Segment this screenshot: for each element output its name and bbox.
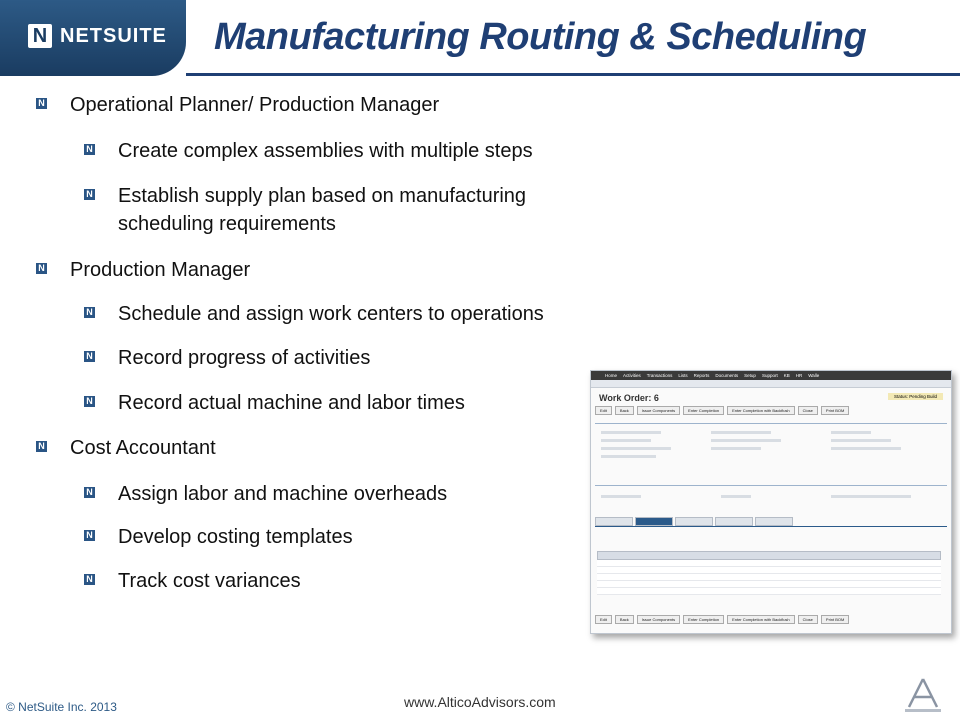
screenshot-button-bar (595, 406, 849, 415)
field-row (601, 455, 656, 458)
field-row (711, 431, 771, 434)
outline-item-9: Assign labor and machine overheads (118, 483, 448, 505)
nav-item: Transactions (646, 373, 673, 378)
outline-item-5: Schedule and assign work centers to operations (118, 303, 544, 325)
outline-item-11: Track cost variances (118, 570, 301, 592)
grid-row (597, 574, 941, 581)
outline-item-4: Production Manager (70, 259, 251, 281)
bullet-icon (36, 441, 47, 452)
edit-button: Edit (595, 406, 612, 415)
nav-item: Reports (693, 373, 710, 378)
grid-row (597, 581, 941, 588)
screenshot-subbar (591, 380, 951, 388)
enter-completion-button: Enter Completion (683, 406, 724, 415)
footer-url[interactable]: www.AlticoAdvisors.com (404, 694, 556, 710)
issue-components-button: Issue Components (637, 406, 680, 415)
field-row (711, 439, 781, 442)
bullet-icon (84, 351, 95, 362)
subtab (755, 517, 793, 526)
work-order-title: Work Order: 6 (599, 393, 659, 403)
screenshot-button-bar-bottom (595, 615, 849, 624)
close-button: Close (798, 615, 818, 624)
nav-item: KB (783, 373, 790, 378)
field-row (601, 495, 641, 498)
outline-item-1: Operational Planner/ Production Manager (70, 94, 440, 116)
nav-item: Support (761, 373, 778, 378)
field-row (831, 495, 911, 498)
field-row (601, 431, 661, 434)
nav-item: Home (605, 373, 618, 378)
bullet-icon (36, 98, 47, 109)
field-row (601, 439, 651, 442)
bullet-icon (84, 144, 95, 155)
close-button: Close (798, 406, 818, 415)
bullet-icon (84, 189, 95, 200)
outline-item-3: Establish supply plan based on manufacturing scheduling requirements (118, 185, 527, 235)
bullet-icon (84, 530, 95, 541)
print-bom-button: Print BOM (821, 615, 849, 624)
edit-button: Edit (595, 615, 612, 624)
issue-components-button: Issue Components (637, 615, 680, 624)
nav-item: Documents (715, 373, 739, 378)
print-bom-button: Print BOM (821, 406, 849, 415)
grid-row (597, 567, 941, 574)
section-divider (595, 423, 947, 424)
grid-row (597, 560, 941, 567)
subtab (675, 517, 713, 526)
outline-item-10: Develop costing templates (118, 526, 353, 548)
subtabs (595, 517, 793, 526)
operations-grid (597, 551, 941, 595)
outline-item-6: Record progress of activities (118, 347, 371, 369)
grid-header (597, 551, 941, 560)
copyright: © NetSuite Inc. 2013 (6, 700, 117, 714)
work-order-screenshot (590, 370, 952, 634)
title-rule (186, 73, 960, 76)
field-row (721, 495, 751, 498)
netsuite-logo (0, 0, 186, 76)
enter-completion-backflush-button: Enter Completion with Backflush (727, 406, 795, 415)
nav-item: Lists (678, 373, 688, 378)
nav-item: Activities (623, 373, 641, 378)
outline-item-8: Cost Accountant (70, 437, 216, 459)
subtab (715, 517, 753, 526)
bullet-icon (84, 307, 95, 318)
nav-item: Setup (744, 373, 756, 378)
field-row (831, 439, 891, 442)
enter-completion-button: Enter Completion (683, 615, 724, 624)
nav-item: Walle (808, 373, 820, 378)
netsuite-logo-mark: N (28, 24, 52, 48)
back-button: Back (615, 615, 634, 624)
outline-item-7: Record actual machine and labor times (118, 392, 465, 414)
subtab (595, 517, 633, 526)
grid-row (597, 588, 941, 595)
outline-item-2: Create complex assemblies with multiple steps (118, 140, 533, 162)
section-divider (595, 485, 947, 486)
bullet-icon (36, 263, 47, 274)
field-row (831, 431, 871, 434)
status-badge: Status: Pending Build (888, 393, 943, 400)
subtab-operations (635, 517, 673, 526)
field-row (711, 447, 761, 450)
field-row (831, 447, 901, 450)
bullet-icon (84, 487, 95, 498)
nav-item: HR (795, 373, 803, 378)
screenshot-nav (591, 371, 951, 380)
netsuite-logo-text: NETSUITE (60, 25, 167, 47)
back-button: Back (615, 406, 634, 415)
bullet-icon (84, 396, 95, 407)
bullet-icon (84, 574, 95, 585)
altico-logo (895, 676, 951, 716)
slide-title: Manufacturing Routing & Scheduling (214, 16, 867, 58)
subtab-rule (595, 526, 947, 527)
enter-completion-backflush-button: Enter Completion with Backflush (727, 615, 795, 624)
field-row (601, 447, 671, 450)
